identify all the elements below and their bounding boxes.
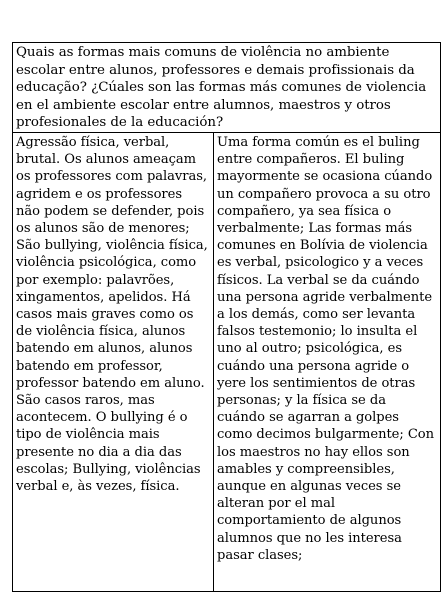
question-row <box>13 43 441 133</box>
answers-row <box>13 132 441 591</box>
spanish-answer-cell <box>214 132 441 591</box>
question-cell <box>13 43 441 133</box>
question-text: Quais as formas mais comuns de violência no ambiente escolar entre alunos, professores e demais profissionais da educação? ¿Cúales son las formas más comunes de violencia en el ambiente escolar entre alumnos, maestros y otros profesionales de la educación? <box>16 45 427 131</box>
portuguese-answer-text: Agressão física, verbal, brutal. Os alunos ameaçam os professores com palavras, agridem e os professores não podem se defender, pois os alunos são de menores; São bullying, violência física, violência psicológica, como por exemplo: palavrões, xingamentos, apelidos. Há casos mais graves como os de violência física, alunos batendo em alunos, alunos batendo em professor, professor batendo em aluno. São casos raros, mas acontecem. O bullying é o tipo de violência mais presente no dia a dia das escolas; Bullying, violências verbal e, às vezes, física. <box>16 134 208 495</box>
portuguese-answer-cell <box>13 132 214 591</box>
spanish-answer-text: Uma forma común es el buling entre compañeros. El buling mayormente se ocasiona cúando un compañero provoca a su otro compañero, ya sea física o verbalmente; Las formas más comunes en Bolívia de violencia es verbal, psicologico y a veces físicos. La verbal se da cuándo una persona agride verbalmente a los demás, como ser levanta falsos testemonio; lo insulta el uno al outro; psicológica, es cuándo una persona agride o yere los sentimientos de otras personas; y la física se da cuándo se agarran a golpes como decimos bulgarmente; Con los maestros no hay ellos son amables y compreensibles, aunque en algunas veces se alteran por el mal comportamiento de algunos alumnos que no les interesa pasar clases; <box>217 134 435 563</box>
question-answer-table <box>12 42 441 592</box>
